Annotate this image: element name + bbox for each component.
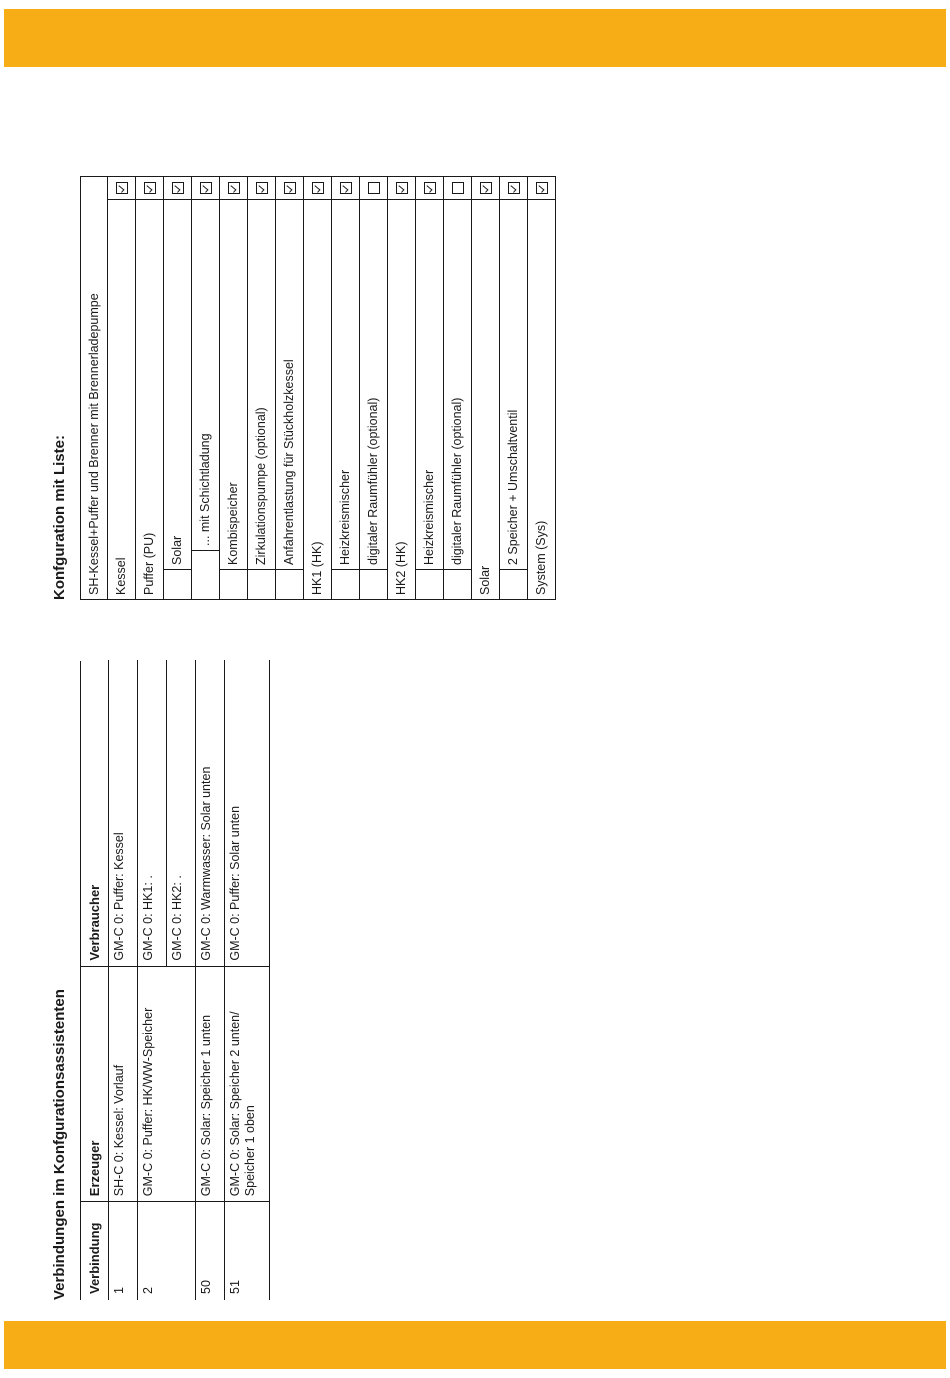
col-erzeuger-header: Erzeuger bbox=[81, 966, 109, 1202]
cell-verbindung: 51 bbox=[225, 1202, 270, 1300]
config-item-label: digitaler Raumfühler (optional) bbox=[450, 397, 464, 565]
config-item-label: HK2 (HK) bbox=[388, 200, 416, 600]
list-item bbox=[528, 177, 556, 600]
config-item-label: 2 Speicher + Umschaltventil bbox=[506, 409, 520, 565]
bottom-color-band bbox=[4, 1321, 946, 1369]
cell-verbindung: 1 bbox=[109, 1202, 138, 1300]
indent-spacer bbox=[360, 569, 387, 599]
config-table bbox=[80, 176, 556, 600]
checked-checkbox[interactable] bbox=[396, 182, 408, 194]
checked-checkbox[interactable] bbox=[284, 182, 296, 194]
config-item-cell bbox=[360, 200, 388, 600]
indent-spacer bbox=[332, 569, 359, 599]
cell-verbraucher: GM-C 0: Warmwasser: Solar unten bbox=[196, 661, 225, 967]
checked-checkbox[interactable] bbox=[536, 182, 548, 194]
list-item bbox=[360, 177, 388, 600]
list-item bbox=[164, 177, 192, 600]
cell-verbraucher: GM-C 0: Puffer: Solar unten bbox=[225, 661, 270, 967]
top-color-band bbox=[4, 9, 946, 67]
checkbox-cell bbox=[136, 177, 164, 200]
checkbox-cell bbox=[332, 177, 360, 200]
indent-spacer bbox=[192, 550, 219, 599]
config-item-indent-wrap bbox=[332, 200, 359, 599]
config-item-label: Puffer (PU) bbox=[136, 200, 164, 600]
config-item-indent-wrap bbox=[248, 200, 275, 599]
checkbox-cell bbox=[360, 177, 388, 200]
checkbox-cell bbox=[304, 177, 332, 200]
config-item-label: digitaler Raumfühler (optional) bbox=[366, 397, 380, 565]
list-item bbox=[248, 177, 276, 600]
config-item-label: Heizkreismischer bbox=[338, 469, 352, 565]
config-item-cell bbox=[276, 200, 304, 600]
table-row bbox=[138, 661, 167, 1300]
list-item bbox=[500, 177, 528, 600]
checked-checkbox[interactable] bbox=[312, 182, 324, 194]
checkbox-cell bbox=[108, 177, 136, 200]
config-section bbox=[48, 170, 593, 600]
config-item-cell bbox=[192, 200, 220, 600]
config-item-label: Kessel bbox=[108, 200, 136, 600]
config-item-cell bbox=[500, 200, 528, 600]
list-item bbox=[220, 177, 248, 600]
config-item-label: Solar bbox=[170, 535, 184, 565]
checked-checkbox[interactable] bbox=[256, 182, 268, 194]
config-item-cell bbox=[332, 200, 360, 600]
list-item bbox=[304, 177, 332, 600]
list-item bbox=[108, 177, 136, 600]
checked-checkbox[interactable] bbox=[144, 182, 156, 194]
checkbox-cell bbox=[416, 177, 444, 200]
config-item-indent-wrap bbox=[220, 200, 247, 599]
checkbox-cell bbox=[192, 177, 220, 200]
indent-spacer bbox=[248, 569, 275, 599]
checked-checkbox[interactable] bbox=[340, 182, 352, 194]
cell-verbindung: 2 bbox=[138, 1202, 196, 1300]
indent-spacer bbox=[164, 569, 191, 599]
checked-checkbox[interactable] bbox=[480, 182, 492, 194]
config-item-label: Heizkreismischer bbox=[422, 469, 436, 565]
config-item-indent-wrap bbox=[276, 200, 303, 599]
config-item-label: System (Sys) bbox=[528, 200, 556, 600]
indent-spacer bbox=[220, 569, 247, 599]
list-item bbox=[416, 177, 444, 600]
config-item-cell bbox=[416, 200, 444, 600]
config-item-cell bbox=[164, 200, 192, 600]
col-verbraucher-header: Verbraucher bbox=[81, 661, 109, 967]
connections-section bbox=[48, 660, 288, 1300]
config-item-indent-wrap bbox=[360, 200, 387, 599]
indent-spacer bbox=[416, 569, 443, 599]
config-item-label: Anfahrentlastung für Stückholzkessel bbox=[282, 359, 296, 565]
checkbox-cell bbox=[444, 177, 472, 200]
config-item-label: Kombispeicher bbox=[226, 482, 240, 565]
table-row bbox=[109, 661, 138, 1300]
config-item-label: HK1 (HK) bbox=[304, 200, 332, 600]
cell-verbraucher: GM-C 0: Puffer: Kessel bbox=[109, 661, 138, 967]
list-item bbox=[192, 177, 220, 600]
cell-erzeuger: GM-C 0: Puffer: HK/WW-Speicher bbox=[138, 966, 196, 1202]
col-verbindung-header: Verbindung bbox=[81, 1202, 109, 1300]
config-title: SH-Kessel+Puffer und Brenner mit Brennerladepumpe bbox=[81, 177, 108, 600]
connections-header-row bbox=[81, 661, 109, 1300]
config-item-indent-wrap bbox=[164, 200, 191, 599]
indent-spacer bbox=[276, 569, 303, 599]
list-item bbox=[472, 177, 500, 600]
checkbox-cell bbox=[528, 177, 556, 200]
checkbox-cell bbox=[276, 177, 304, 200]
cell-erzeuger: SH-C 0: Kessel: Vorlauf bbox=[109, 966, 138, 1202]
list-item bbox=[136, 177, 164, 600]
indent-spacer bbox=[444, 569, 471, 599]
config-item-label: ... mit Schichtladung bbox=[198, 433, 212, 546]
checked-checkbox[interactable] bbox=[228, 182, 240, 194]
checked-checkbox[interactable] bbox=[424, 182, 436, 194]
cell-erzeuger: GM-C 0: Solar: Speicher 2 unten/ Speicher 1 oben bbox=[225, 966, 270, 1202]
config-item-cell bbox=[220, 200, 248, 600]
checked-checkbox[interactable] bbox=[508, 182, 520, 194]
checkbox-cell bbox=[472, 177, 500, 200]
config-item-cell bbox=[444, 200, 472, 600]
config-item-cell bbox=[248, 200, 276, 600]
list-item bbox=[388, 177, 416, 600]
indent-spacer bbox=[500, 569, 527, 599]
checkbox-cell bbox=[220, 177, 248, 200]
table-row bbox=[225, 661, 270, 1300]
unchecked-checkbox[interactable] bbox=[452, 182, 464, 194]
cell-erzeuger: GM-C 0: Solar: Speicher 1 unten bbox=[196, 966, 225, 1202]
checkbox-cell bbox=[388, 177, 416, 200]
config-item-label: Solar bbox=[472, 200, 500, 600]
config-item-indent-wrap bbox=[192, 200, 219, 599]
config-item-indent-wrap bbox=[500, 200, 527, 599]
config-item-label: Zirkulationspumpe (optional) bbox=[254, 407, 268, 565]
config-item-indent-wrap bbox=[444, 200, 471, 599]
config-item-indent-wrap bbox=[416, 200, 443, 599]
connections-table bbox=[80, 660, 270, 1300]
list-item bbox=[332, 177, 360, 600]
checkbox-cell bbox=[500, 177, 528, 200]
checkbox-cell bbox=[248, 177, 276, 200]
config-heading: Konfguration mit Liste: bbox=[51, 435, 68, 600]
checked-checkbox[interactable] bbox=[200, 182, 212, 194]
list-item bbox=[444, 177, 472, 600]
cell-verbraucher: GM-C 0: HK2: . bbox=[167, 661, 196, 967]
checked-checkbox[interactable] bbox=[116, 182, 128, 194]
unchecked-checkbox[interactable] bbox=[368, 182, 380, 194]
list-item bbox=[276, 177, 304, 600]
table-row bbox=[196, 661, 225, 1300]
cell-verbindung: 50 bbox=[196, 1202, 225, 1300]
cell-verbraucher: GM-C 0: HK1: . bbox=[138, 661, 167, 967]
checkbox-cell bbox=[164, 177, 192, 200]
config-title-row bbox=[81, 177, 108, 600]
connections-heading: Verbindungen im Konfgurationsassistenten bbox=[51, 989, 68, 1300]
checked-checkbox[interactable] bbox=[172, 182, 184, 194]
